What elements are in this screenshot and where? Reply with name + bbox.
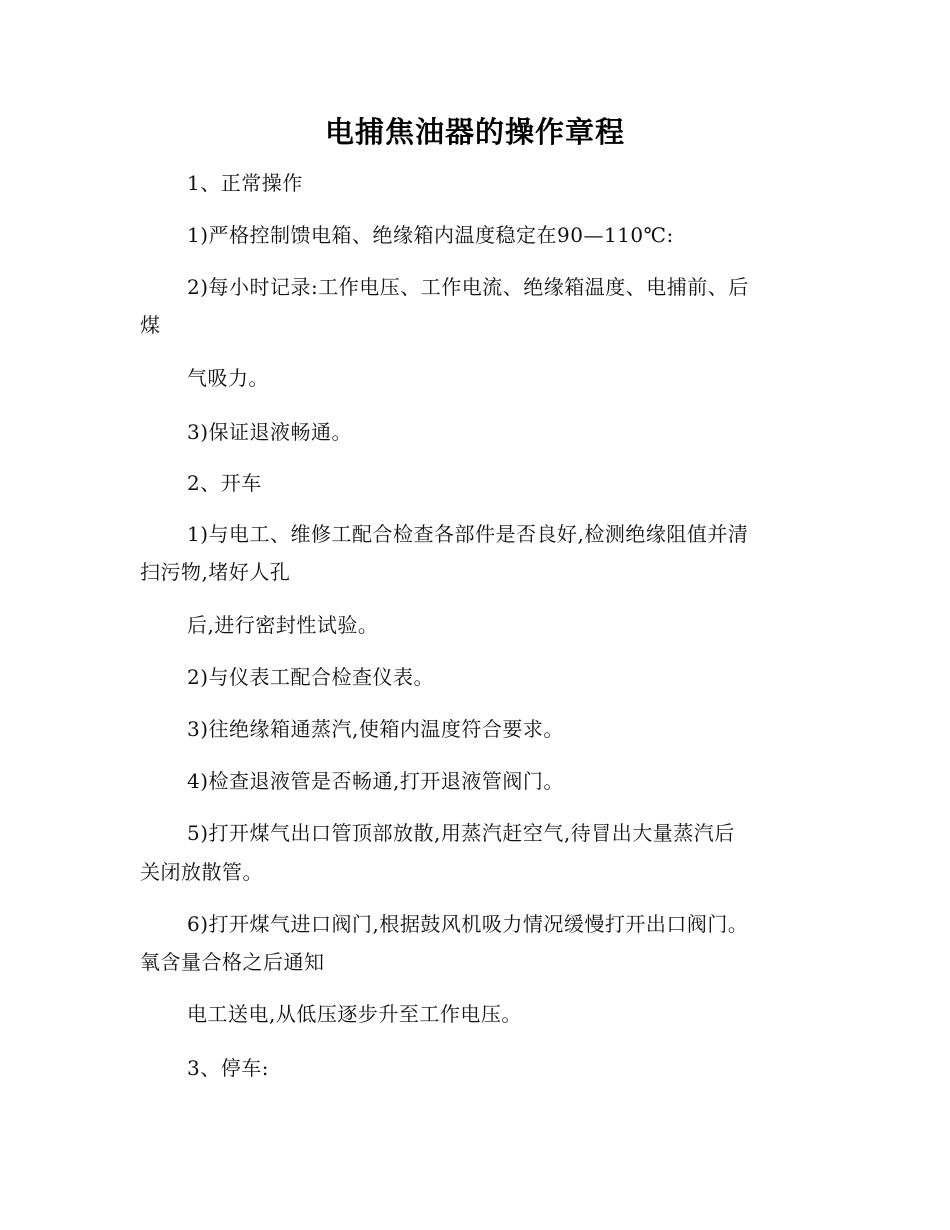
paragraph-line: 2)每小时记录:工作电压、工作电流、绝缘箱温度、电捕前、后 [187, 275, 749, 299]
paragraph-line: 电工送电,从低压逐步升至工作电压。 [187, 1002, 522, 1026]
paragraph-line: 2)与仪表工配合检查仪表。 [187, 665, 435, 689]
paragraph-line: 关闭放散管。 [140, 860, 263, 884]
paragraph-line: 1)严格控制馈电箱、绝缘箱内温度稳定在90—110℃: [187, 223, 674, 247]
section-heading: 1、正常操作 [187, 171, 303, 195]
section-heading: 2、开车 [187, 471, 262, 495]
paragraph-line: 5)打开煤气出口管顶部放散,用蒸汽赶空气,待冒出大量蒸汽后 [187, 821, 735, 845]
paragraph-line: 煤 [140, 313, 161, 337]
paragraph-line: 3)往绝缘箱通蒸汽,使箱内温度符合要求。 [187, 717, 564, 741]
paragraph-line: 氧含量合格之后通知 [140, 950, 325, 974]
paragraph-line: 3)保证退液畅通。 [187, 420, 353, 444]
document-title: 电捕焦油器的操作章程 [324, 115, 625, 149]
section-heading: 3、停车: [187, 1056, 269, 1080]
paragraph-line: 6)打开煤气进口阀门,根据鼓风机吸力情况缓慢打开出口阀门。 [187, 912, 749, 936]
paragraph-line: 1)与电工、维修工配合检查各部件是否良好,检测绝缘阻值并清 [187, 522, 749, 546]
paragraph-line: 4)检查退液管是否畅通,打开退液管阀门。 [187, 769, 564, 793]
paragraph-line: 气吸力。 [187, 366, 269, 390]
paragraph-line: 后,进行密封性试验。 [187, 613, 379, 637]
paragraph-line: 扫污物,堵好人孔 [140, 560, 291, 584]
